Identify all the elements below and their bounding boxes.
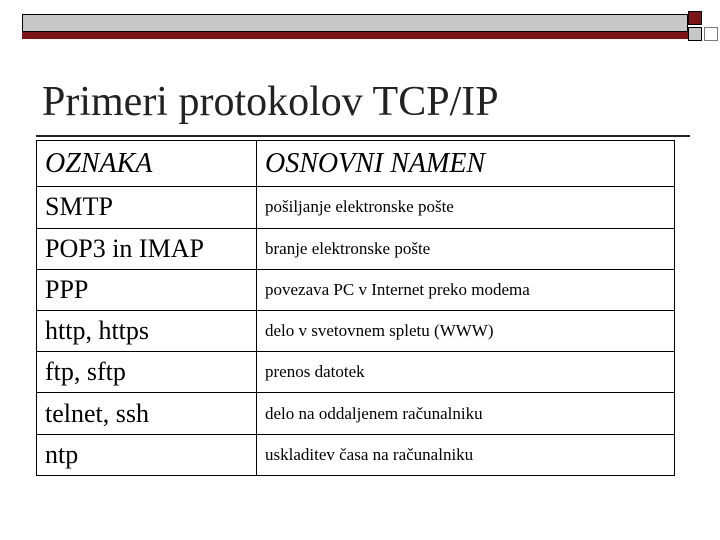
table-row [37,228,675,269]
protocol-code: ntp [37,434,257,475]
table-row [37,434,675,475]
protocol-purpose: povezava PC v Internet preko modema [257,269,675,310]
protocol-code: http, https [37,310,257,351]
header-accent-line [22,32,688,39]
decor-square-grey [688,27,702,41]
protocol-code: POP3 in IMAP [37,228,257,269]
table-row [37,269,675,310]
column-header-purpose: OSNOVNI NAMEN [257,141,675,187]
table-header-row [37,141,675,187]
protocol-code: SMTP [37,187,257,228]
table-row [37,310,675,351]
protocol-code: PPP [37,269,257,310]
slide-title: Primeri protokolov TCP/IP [42,79,499,125]
protocol-purpose: pošiljanje elektronske pošte [257,187,675,228]
protocol-purpose: branje elektronske pošte [257,228,675,269]
table-row [37,187,675,228]
decor-square-light [704,27,718,41]
column-header-code: OZNAKA [37,141,257,187]
protocol-table [36,140,675,476]
table-row [37,352,675,393]
protocol-purpose: delo v svetovnem spletu (WWW) [257,310,675,351]
decor-square-dark [688,11,702,25]
title-divider [36,135,690,137]
protocol-purpose: prenos datotek [257,352,675,393]
protocol-purpose: uskladitev časa na računalniku [257,434,675,475]
header-band [22,14,688,32]
protocol-purpose: delo na oddaljenem računalniku [257,393,675,434]
protocol-code: ftp, sftp [37,352,257,393]
protocol-code: telnet, ssh [37,393,257,434]
table-row [37,393,675,434]
